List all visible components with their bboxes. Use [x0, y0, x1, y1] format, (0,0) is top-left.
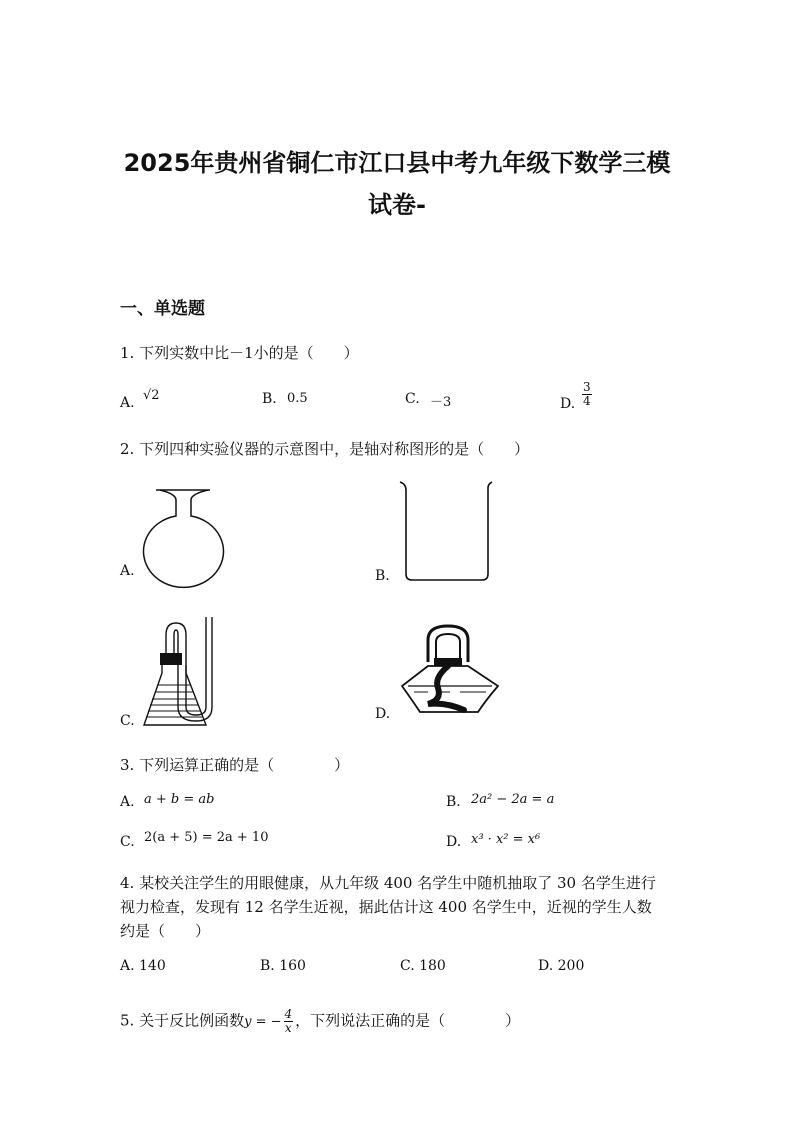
q4-option-c: C. 180 [400, 958, 446, 974]
q1-option-d-fraction [582, 381, 592, 408]
alcohol-lamp-icon [398, 622, 504, 722]
q3-option-d-label: D. [446, 834, 462, 850]
q2-option-a-label: A. [120, 563, 135, 579]
fraction-denominator: 4 [583, 394, 591, 408]
question-5-prefix: 5. 关于反比例函数 [120, 1011, 245, 1030]
q3-option-b-expr: 2a² − 2a = a [471, 792, 555, 807]
question-1-stem: 1. 下列实数中比－1小的是（ ） [120, 344, 359, 362]
q1-option-d-label: D. [560, 396, 576, 412]
section-heading: 一、单选题 [120, 299, 205, 319]
function-numerator: 4 [284, 1007, 293, 1021]
q3-option-c-label: C. [120, 834, 135, 850]
q3-option-a-label: A. [120, 794, 135, 810]
question-5-suffix: ，下列说法正确的是（ ） [295, 1011, 521, 1030]
fraction-numerator: 3 [583, 380, 591, 394]
q3-option-d-expr: x³ · x² = x⁶ [471, 832, 541, 847]
question-5-stem [120, 1008, 520, 1035]
q2-option-c-label: C. [120, 713, 135, 729]
question-2-stem: 2. 下列四种实验仪器的示意图中，是轴对称图形的是（ ） [120, 440, 530, 458]
beaker-icon [398, 480, 494, 584]
q4-option-a: A. 140 [120, 958, 166, 974]
q4-option-b: B. 160 [260, 958, 306, 974]
function-lhs: y = − [244, 1014, 282, 1030]
q1-option-c-value: －3 [430, 395, 452, 410]
function-denominator: x [284, 1021, 292, 1035]
q2-option-d-label: D. [375, 706, 391, 722]
q4-option-d: D. 200 [538, 958, 585, 974]
question-3-stem: 3. 下列运算正确的是（ ） [120, 756, 350, 774]
q1-option-b-label: B. [262, 391, 277, 407]
q1-option-c-label: C. [405, 391, 420, 407]
page-title-continued: 试卷- [368, 191, 426, 219]
q3-option-a-expr: a + b = ab [144, 792, 215, 807]
q1-option-a-label: A. [120, 395, 135, 411]
q1-option-b-value: 0.5 [287, 391, 308, 406]
q3-option-b-label: B. [446, 794, 461, 810]
question-4-line-2: 视力检查，发现有 12 名学生近视，据此估计这 400 名学生中，近视的学生人数 [120, 898, 652, 916]
page-title: 2025年贵州省铜仁市江口县中考九年级下数学三模 [123, 149, 671, 177]
q2-option-b-label: B. [375, 568, 390, 584]
q3-option-c-expr: 2(a + 5) = 2a + 10 [144, 830, 269, 845]
conical-flask-with-tube-icon [140, 615, 220, 727]
question-4-line-3: 约是（ ） [120, 922, 211, 940]
question-4-line-1: 4. 某校关注学生的用眼健康，从九年级 400 名学生中随机抽取了 30 名学生进行 [120, 874, 656, 892]
q1-option-a-value: √2 [143, 388, 160, 403]
round-bottom-flask-icon [140, 488, 230, 578]
